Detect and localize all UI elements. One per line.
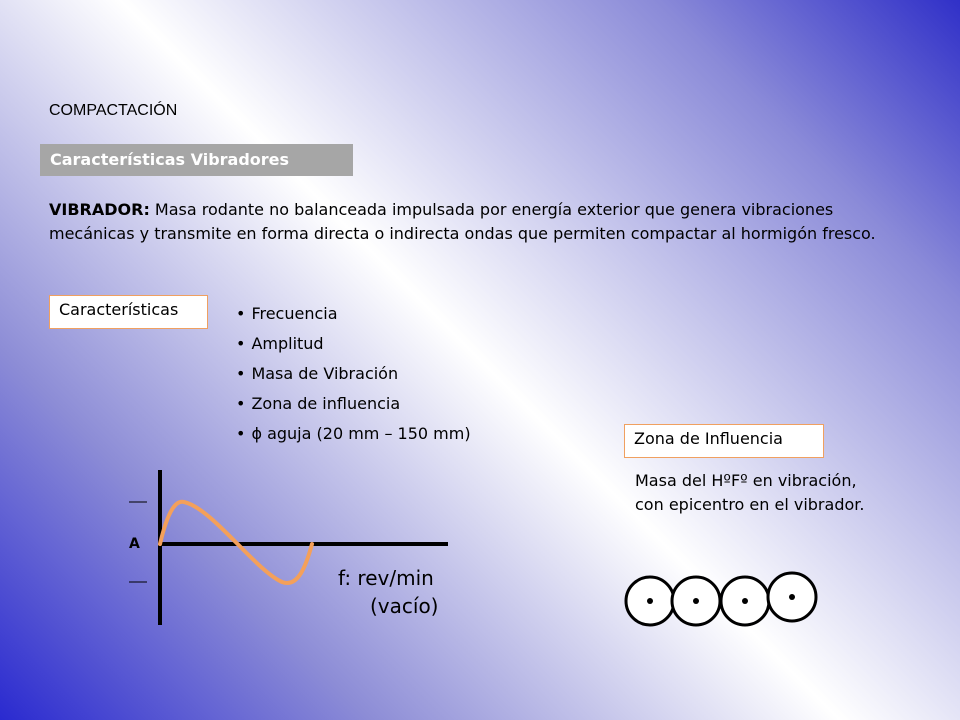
slide-title: COMPACTACIÓN (49, 102, 178, 119)
list-item-text: Amplitud (251, 334, 324, 353)
frequency-axis-sublabel: (vacío) (370, 594, 439, 618)
vibrator-dot (693, 598, 699, 604)
zone-label-box: Zona de Influencia (624, 424, 824, 458)
list-item-text: Zona de influencia (251, 394, 401, 413)
list-item (236, 359, 471, 389)
frequency-axis-label: f: rev/min (338, 566, 434, 590)
definition-paragraph (49, 198, 879, 246)
zone-description: Masa del HºFº en vibración, con epicentro en el vibrador. (635, 471, 865, 514)
list-item (236, 329, 471, 359)
characteristics-label-box: Características (49, 295, 208, 329)
section-header: Características Vibradores (40, 144, 353, 176)
bullet-icon: • (236, 304, 246, 323)
definition-text: Masa rodante no balanceada impulsada por energía exterior que genera vibraciones mecánicas y transmite en forma directa o indirecta ondas que permiten compactar al hormigón fresco. (49, 200, 876, 243)
vibrator-dot (742, 598, 748, 604)
vibrator-dot (647, 598, 653, 604)
influence-zone-diagram (615, 568, 825, 632)
list-item-text: Masa de Vibración (251, 364, 399, 383)
list-item-text: Frecuencia (251, 304, 338, 323)
bullet-icon: • (236, 334, 246, 353)
definition-term: VIBRADOR: (49, 200, 150, 219)
list-item (236, 389, 471, 419)
amplitude-label: A (129, 536, 140, 552)
characteristics-list (236, 299, 471, 449)
list-item (236, 299, 471, 329)
bullet-icon: • (236, 424, 246, 443)
bullet-icon: • (236, 394, 246, 413)
vibrator-dot (789, 594, 795, 600)
bullet-icon: • (236, 364, 246, 383)
list-item (236, 419, 471, 449)
list-item-text: ϕ aguja (20 mm – 150 mm) (251, 424, 471, 443)
